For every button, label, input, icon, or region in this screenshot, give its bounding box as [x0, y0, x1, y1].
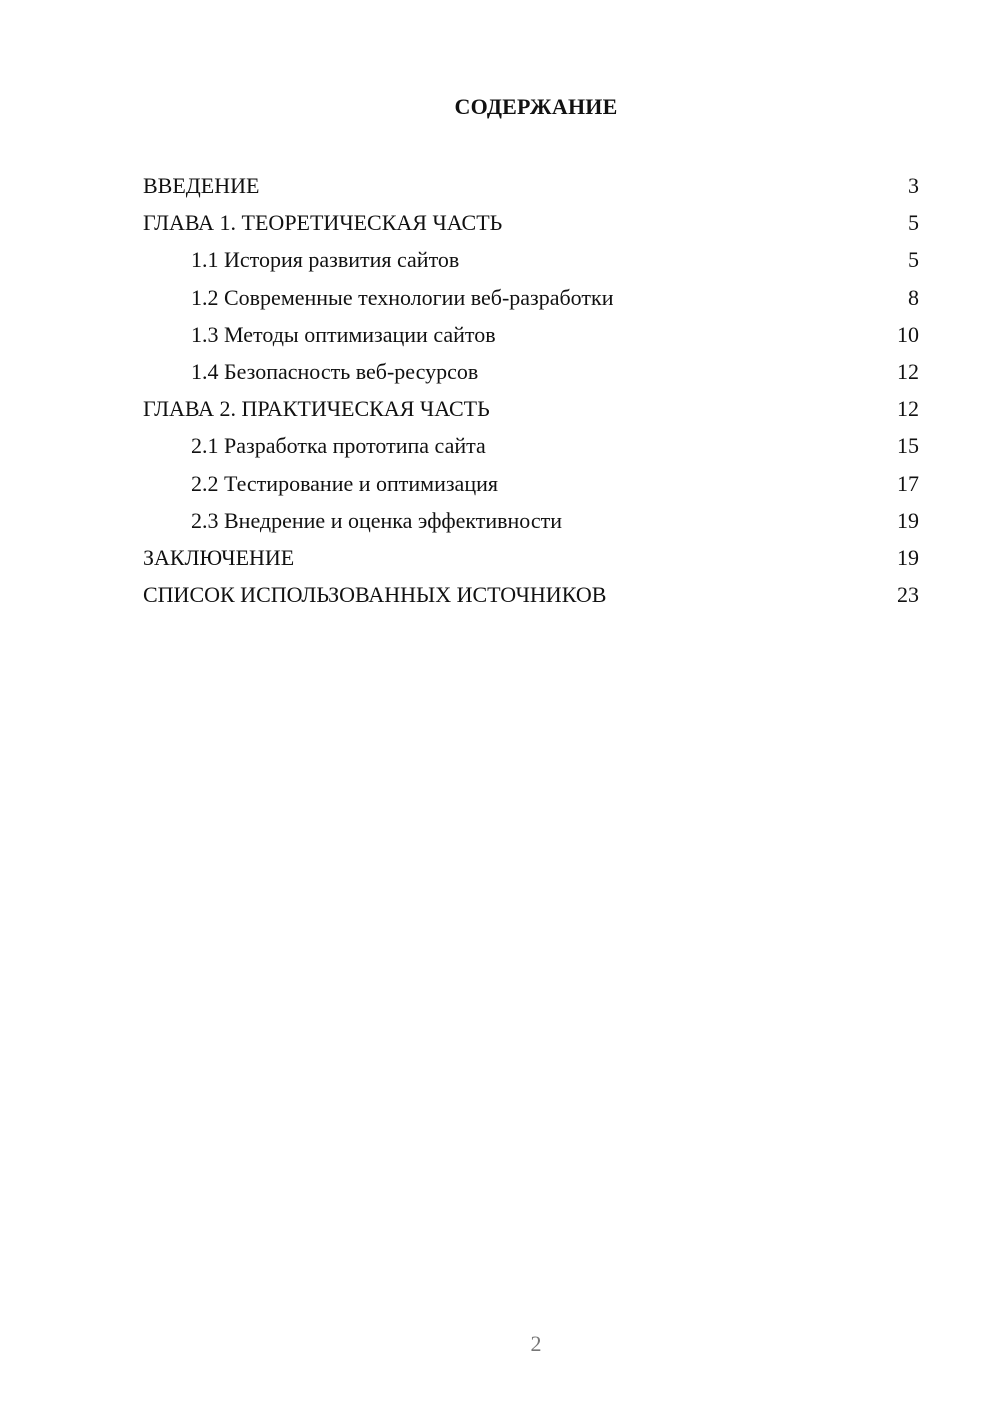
- toc-entry-page: 12: [897, 358, 919, 384]
- toc-entry-label: СПИСОК ИСПОЛЬЗОВАННЫХ ИСТОЧНИКОВ: [143, 582, 607, 608]
- toc-entry-section-1-3[interactable]: [143, 316, 919, 353]
- toc-entry-references[interactable]: [143, 576, 919, 613]
- toc-entry-chapter-2[interactable]: [143, 390, 919, 427]
- toc-entry-page: 10: [897, 321, 919, 347]
- toc-entry-introduction[interactable]: [143, 167, 919, 204]
- toc-entry-label: 1.3 Методы оптимизации сайтов: [191, 321, 496, 347]
- toc-entry-page: 12: [897, 396, 919, 422]
- toc-entry-chapter-1[interactable]: [143, 204, 919, 241]
- toc-entry-section-1-2[interactable]: [143, 279, 919, 316]
- toc-entry-label: 2.3 Внедрение и оценка эффективности: [191, 507, 563, 533]
- toc-entry-page: 19: [897, 544, 919, 570]
- toc-entry-section-2-3[interactable]: [143, 502, 919, 539]
- toc-entry-label: ВВЕДЕНИЕ: [143, 173, 260, 198]
- toc-entry-page: 17: [897, 470, 919, 496]
- toc-entry-page: 19: [897, 507, 919, 533]
- toc-entry-section-2-2[interactable]: [143, 465, 919, 502]
- toc-entry-page: 5: [908, 210, 919, 236]
- page-number: 2: [530, 1331, 542, 1356]
- toc-entry-section-1-1[interactable]: [143, 241, 919, 278]
- toc-entry-page: 15: [897, 433, 919, 459]
- toc-entry-page: 3: [908, 173, 919, 198]
- toc-entry-page: 5: [908, 247, 919, 273]
- toc-entry-section-2-1[interactable]: [143, 427, 919, 464]
- toc-entry-page: 23: [897, 582, 919, 608]
- table-of-contents: [143, 167, 919, 613]
- toc-title: СОДЕРЖАНИЕ: [454, 94, 618, 119]
- toc-entry-label: 2.2 Тестирование и оптимизация: [191, 470, 498, 496]
- toc-entry-conclusion[interactable]: [143, 539, 919, 576]
- toc-entry-label: 1.4 Безопасность веб-ресурсов: [191, 358, 479, 384]
- toc-entry-section-1-4[interactable]: [143, 353, 919, 390]
- toc-entry-label: 1.2 Современные технологии веб-разработки: [191, 284, 614, 310]
- toc-entry-label: 1.1 История развития сайтов: [191, 247, 460, 273]
- toc-entry-page: 8: [908, 284, 919, 310]
- toc-entry-label: ГЛАВА 2. ПРАКТИЧЕСКАЯ ЧАСТЬ: [143, 396, 490, 422]
- toc-entry-label: 2.1 Разработка прототипа сайта: [191, 433, 486, 459]
- toc-entry-label: ГЛАВА 1. ТЕОРЕТИЧЕСКАЯ ЧАСТЬ: [143, 210, 503, 236]
- toc-entry-label: ЗАКЛЮЧЕНИЕ: [143, 544, 295, 570]
